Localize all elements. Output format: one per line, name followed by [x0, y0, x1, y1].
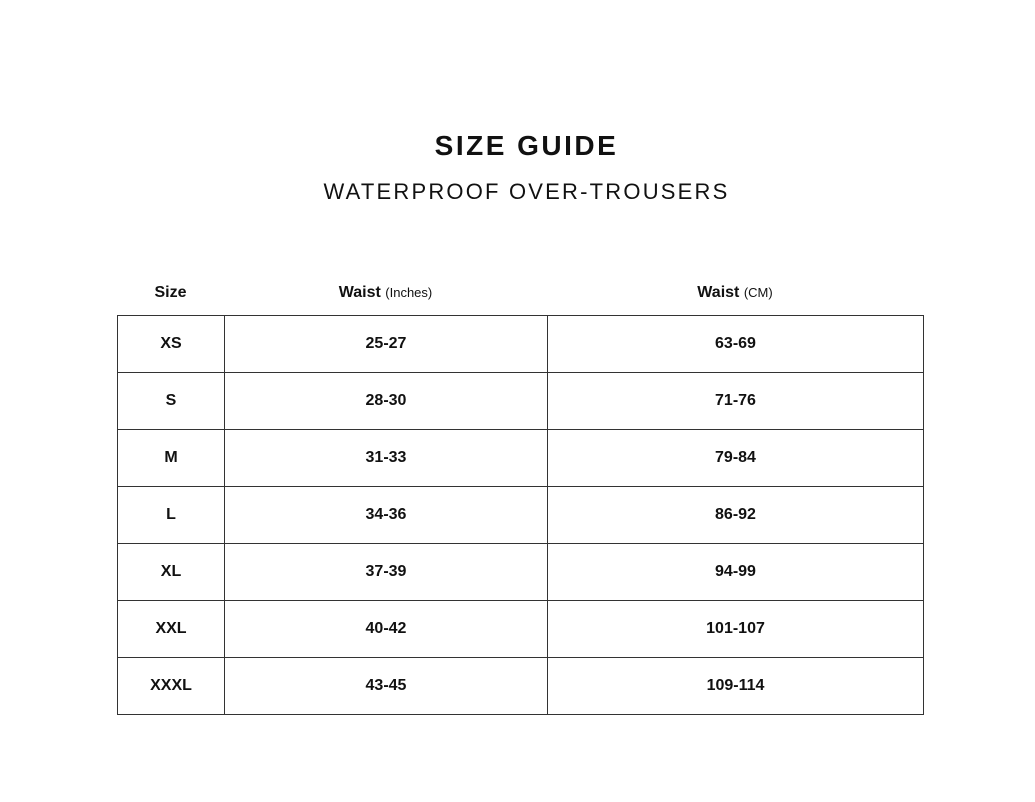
header-size: Size [154, 284, 187, 301]
table-row [118, 430, 924, 487]
cell-waist-inches: 37-39 [225, 544, 548, 601]
cell-waist-inches: 28-30 [225, 373, 548, 430]
table-row [118, 658, 924, 715]
cell-size: XXL [118, 601, 225, 658]
cell-waist-inches: 25-27 [225, 316, 548, 373]
cell-waist-cm: 109-114 [548, 658, 924, 715]
size-table [117, 315, 924, 715]
cell-size: L [118, 487, 225, 544]
table-row [118, 544, 924, 601]
table-row [118, 601, 924, 658]
table-row [118, 316, 924, 373]
header-waist-cm-label: Waist [697, 284, 740, 301]
header-waist-inches-unit: (Inches) [385, 285, 433, 300]
cell-waist-cm: 71-76 [548, 373, 924, 430]
cell-size: S [118, 373, 225, 430]
cell-waist-inches: 34-36 [225, 487, 548, 544]
page-subtitle: WATERPROOF OVER-TROUSERS [323, 179, 730, 204]
cell-waist-cm: 94-99 [548, 544, 924, 601]
table-header [117, 280, 923, 306]
cell-waist-cm: 79-84 [548, 430, 924, 487]
header-waist-inches-label: Waist [338, 284, 381, 301]
cell-size: XXXL [118, 658, 225, 715]
cell-size: XS [118, 316, 225, 373]
cell-waist-cm: 101-107 [548, 601, 924, 658]
cell-size: M [118, 430, 225, 487]
table-row [118, 373, 924, 430]
cell-waist-inches: 31-33 [225, 430, 548, 487]
header-waist-inches [224, 280, 547, 306]
cell-size: XL [118, 544, 225, 601]
cell-waist-cm: 63-69 [548, 316, 924, 373]
header-waist-cm [547, 280, 923, 306]
table-row [118, 487, 924, 544]
page-title: SIZE GUIDE [434, 130, 619, 161]
cell-waist-cm: 86-92 [548, 487, 924, 544]
cell-waist-inches: 40-42 [225, 601, 548, 658]
cell-waist-inches: 43-45 [225, 658, 548, 715]
header-waist-cm-unit: (CM) [743, 285, 773, 300]
